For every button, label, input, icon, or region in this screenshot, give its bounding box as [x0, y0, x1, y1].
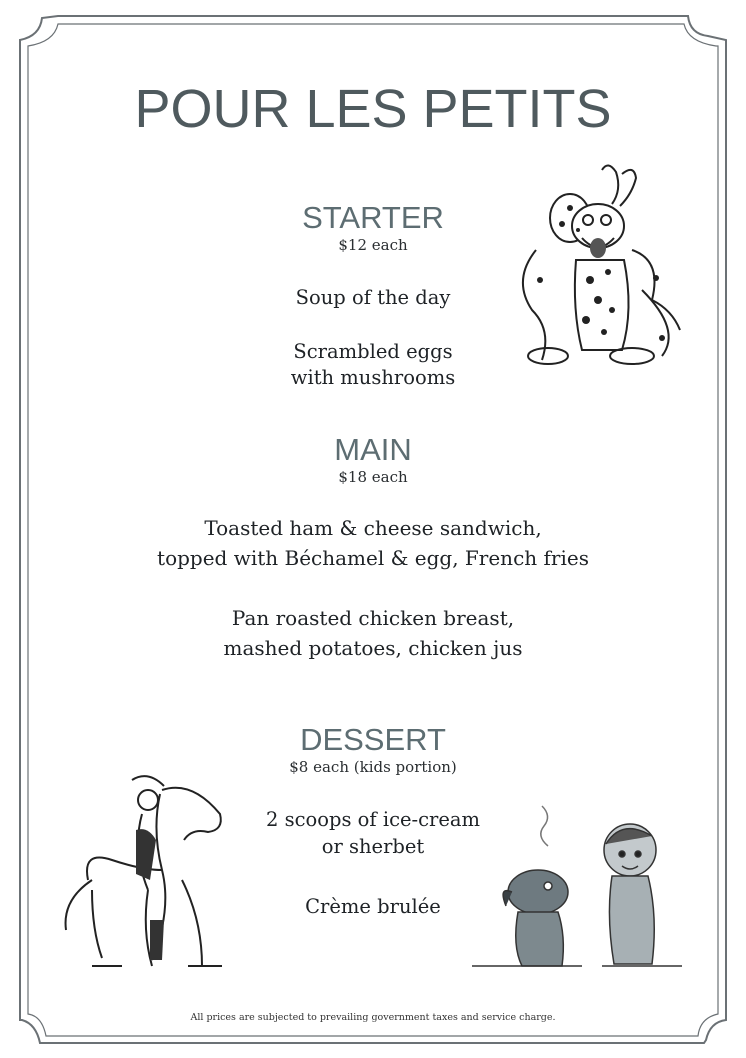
- dessert-item-icecream-line1: 2 scoops of ice-cream: [265, 808, 481, 831]
- main-item-sandwich-line2: topped with Béchamel & egg, French fries: [157, 546, 589, 570]
- main-item-chicken-line2: mashed potatoes, chicken jus: [223, 636, 523, 660]
- dessert-heading: DESSERT: [300, 722, 446, 757]
- spotted-creature-illustration: [512, 160, 688, 372]
- dessert-item-icecream-line2: or sherbet: [321, 835, 425, 858]
- menu-title: POUR LES PETITS: [134, 79, 612, 139]
- starter-price: $12 each: [338, 236, 408, 254]
- main-item-chicken-line1: Pan roasted chicken breast,: [231, 606, 515, 630]
- dessert-item-creme-brulee: Crème brulée: [305, 895, 441, 918]
- main-heading: MAIN: [334, 432, 412, 467]
- main-price: $18 each: [338, 468, 408, 486]
- main-item-sandwich-line1: Toasted ham & cheese sandwich,: [204, 516, 542, 540]
- dessert-price: $8 each (kids portion): [289, 758, 457, 776]
- starter-item-eggs-line1: Scrambled eggs: [293, 340, 453, 363]
- horse-rider-illustration: [52, 770, 242, 976]
- starter-item-soup: Soup of the day: [295, 286, 451, 309]
- starter-heading: STARTER: [302, 200, 444, 235]
- dog-and-boy-illustration: [462, 796, 688, 976]
- starter-item-eggs-line2: with mushrooms: [290, 366, 456, 389]
- footer-note: All prices are subjected to prevailing government taxes and service charge.: [190, 1012, 556, 1023]
